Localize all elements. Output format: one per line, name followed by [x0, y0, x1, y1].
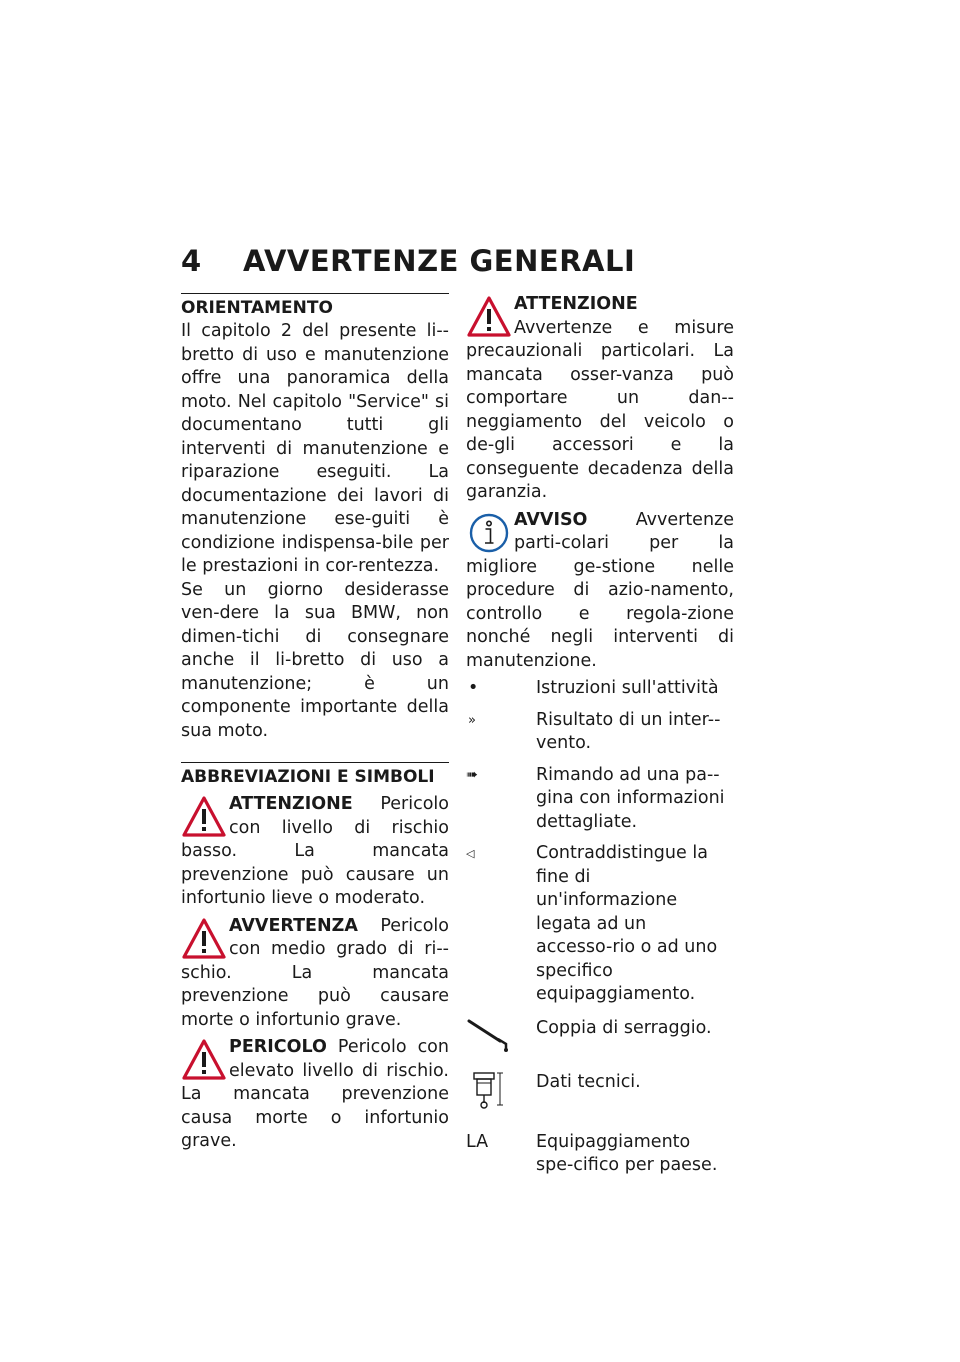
list-item [466, 677, 734, 701]
list-item [466, 1017, 734, 1053]
notice-label: AVVISO [514, 509, 588, 530]
section-heading-abbreviazioni: ABBREVIAZIONI E SIMBOLI [181, 762, 449, 787]
list-item [466, 1071, 734, 1111]
symbol-description: Risultato di un inter-vento. [536, 709, 721, 753]
bullet-icon: • [468, 678, 479, 698]
notice-label: PERICOLO [229, 1037, 327, 1057]
notice-attenzione [181, 793, 449, 911]
notice-text: Pericolo con elevato livello di rischio. La mancata prevenzione causa morte o infortunio grave. [181, 1037, 449, 1151]
symbol-list [466, 677, 734, 1178]
notice-label: ATTENZIONE [229, 794, 353, 814]
result-icon: » [468, 712, 476, 728]
symbol-description: Rimando ad una pa-gina con informazioni dettagliate. [536, 764, 725, 832]
warning-triangle-icon [181, 795, 227, 839]
chapter-heading: AVVERTENZE GENERALI [243, 244, 636, 278]
symbol-description: Equipaggiamento spe-cifico per paese. [536, 1131, 718, 1175]
notice-attenzione-material [466, 293, 734, 505]
symbol-description: Contraddistingue la fine di un'informazione legata ad un accesso-rio o ad uno specifico equipaggiamento. [536, 843, 718, 1004]
notice-label: ATTENZIONE [514, 294, 638, 314]
notice-pericolo [181, 1036, 449, 1154]
notice-label: AVVERTENZA [229, 915, 358, 936]
section-heading-orientamento: ORIENTAMENTO [181, 293, 449, 318]
list-item [466, 709, 734, 756]
notice-text: Avvertenze parti-colari per la migliore ge-stione nelle procedure di azio-namento, controllo e regola-zione nonché negli interventi di manutenzione. [466, 509, 734, 671]
chapter-number: 4 [181, 244, 202, 278]
notice-text: Pericolo con livello di rischio basso. La mancata prevenzione può causare un infortunio lieve o moderato. [181, 794, 449, 908]
symbol-description: Coppia di serraggio. [536, 1017, 712, 1038]
torque-wrench-icon [466, 1017, 536, 1053]
list-item [466, 842, 734, 1007]
list-item [466, 764, 734, 835]
warning-triangle-icon [181, 917, 227, 961]
notice-avvertenza [181, 915, 449, 1033]
right-column [466, 293, 734, 1178]
symbol-description: Dati tecnici. [536, 1071, 641, 1092]
technical-data-icon [466, 1071, 536, 1111]
chapter-title [181, 244, 741, 278]
list-item [466, 1131, 734, 1178]
warning-triangle-icon [181, 1038, 227, 1082]
warning-triangle-icon [466, 295, 512, 339]
arrow-right-icon: ➠ [466, 766, 478, 783]
country-label: LA [466, 1131, 489, 1152]
left-column [181, 293, 449, 1154]
notice-text: Pericolo con medio grado di ri-schio. La mancata prevenzione può causare morte o infortunio grave. [181, 915, 449, 1030]
orientamento-paragraph-2: Se un giorno desiderasse ven-dere la sua BMW, non dimen-tichi di consegnare anche il li-bretto di uso a manutenzione; è un componente importante della sua moto. [181, 579, 449, 741]
orientamento-paragraph-1: Il capitolo 2 del presente li-bretto di uso e manutenzione offre una panoramica della moto. Nel capitolo "Service" si documentano tutti gli interventi di manutenzione e riparazione eseguiti. La documentazione dei lavori di manutenzione ese-guiti è condizione indispensa-bile per le prestazioni in cor-rentezza. [181, 321, 449, 576]
info-icon [466, 511, 512, 555]
notice-text: Avvertenze e misure precauzionali particolari. La mancata osser-vanza può comportare un dan-neggiamento del veicolo o de-gli accessori e la conseguente decadenza della garanzia. [466, 317, 734, 502]
symbol-description: Istruzioni sull'attività [536, 678, 719, 698]
notice-avviso [466, 509, 734, 674]
end-marker-icon: ◁ [466, 847, 475, 860]
